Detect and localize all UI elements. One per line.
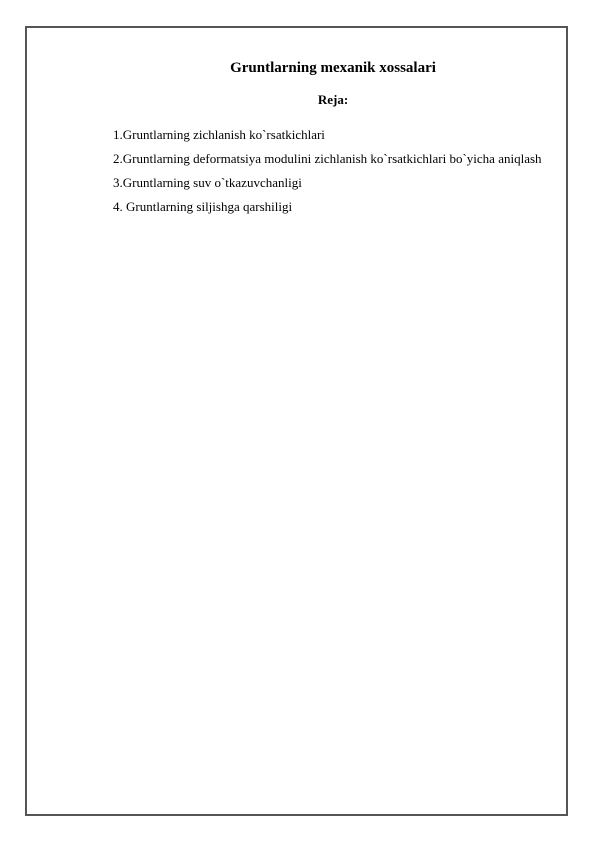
plan-item-3: 3.Gruntlarning suv o`tkazuvchanligi — [113, 175, 302, 190]
plan-item-1: 1.Gruntlarning zichlanish ko`rsatkichlari — [113, 127, 325, 142]
plan-list — [113, 123, 553, 219]
plan-item-2: 2.Gruntlarning deformatsiya modulini zichlanish ko`rsatkichlari bo`yicha aniqlash — [113, 151, 542, 166]
document-title: Gruntlarning mexanik xossalari — [230, 60, 436, 76]
plan-item-4: 4. Gruntlarning siljishga qarshiligi — [113, 199, 293, 214]
document-subtitle: Reja: — [317, 92, 349, 107]
